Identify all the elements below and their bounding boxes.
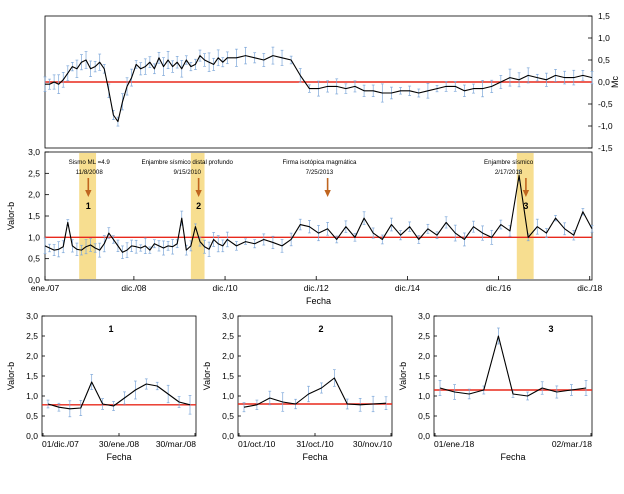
inset-3-ytick-label: 0,5 [418, 411, 430, 421]
valorb-ytick-label: 2,5 [28, 168, 40, 179]
inset-1-axis-label: Valor-b [6, 361, 16, 391]
mc-ytick-label: 1,0 [598, 33, 610, 43]
inset-2-xtick-label: 31/oct./10 [296, 439, 334, 449]
inset-1-ytick-label: 2,0 [26, 351, 38, 361]
valorb-xtick-label: dic./12 [303, 283, 329, 293]
inset-3-ytick-label: 2,0 [418, 351, 430, 361]
inset-2-xtick-label: 01/oct./10 [238, 439, 276, 449]
band-label-2: 2 [196, 201, 202, 211]
inset-1-ytick-label: 0,0 [26, 431, 38, 441]
mc-ytick-label: 1,5 [598, 11, 610, 21]
annotation-label-3: Firma isotópica magmática [282, 159, 357, 166]
inset-2-xaxis-label: Fecha [302, 452, 328, 462]
inset-3-ytick-label: 0,0 [418, 431, 430, 441]
inset-1-xtick-label: 01/dic./07 [42, 439, 79, 449]
inset-3-ytick-label: 3,0 [418, 311, 430, 321]
valorb-ytick-label: 1,0 [28, 232, 40, 243]
inset-2-ytick-label: 2,5 [222, 331, 234, 341]
valorb-ytick-label: 0,5 [28, 253, 40, 264]
valorb-xtick-label: dic./10 [212, 283, 238, 293]
inset-2-xtick-label: 30/nov./10 [352, 439, 392, 449]
annotation-date-1: 11/8/2008 [75, 169, 103, 176]
inset-1-ytick-label: 2,5 [26, 331, 38, 341]
valorb-ytick-label: 3,0 [28, 147, 40, 157]
valorb-ytick-label: 2,0 [28, 189, 40, 200]
mc-ytick-label: -1,5 [598, 143, 613, 153]
band-label-1: 1 [85, 201, 91, 211]
annotation-date-3: 7/25/2013 [305, 169, 334, 176]
valorb-xaxis-label: Fecha [305, 296, 332, 306]
annotation-date-2: 9/15/2010 [173, 169, 202, 176]
inset-3-xaxis-label: Fecha [500, 452, 526, 462]
inset-2-ytick-label: 3,0 [222, 311, 234, 321]
annotation-date-4: 2/17/2018 [494, 169, 523, 176]
inset-1-ytick-label: 1,5 [26, 371, 38, 381]
annotation-label-4: Enjambre sísmico [484, 159, 534, 166]
inset-2-ytick-label: 0,0 [222, 431, 234, 441]
inset-panel-3 [398, 311, 592, 462]
inset-3-xtick-label: 01/ene./18 [434, 439, 475, 449]
inset-number-3: 3 [548, 324, 554, 334]
mc-ytick-label: 0,5 [598, 55, 610, 65]
valorb-xtick-label: dic./08 [121, 283, 147, 293]
mc-ytick-label: -0,5 [598, 99, 613, 109]
annotation-label-2: Enjambre sísmico distal profundo [141, 159, 233, 166]
inset-2-axis-label: Valor-b [202, 361, 212, 391]
inset-panel-1 [6, 311, 196, 462]
inset-1-xaxis-label: Fecha [106, 452, 132, 462]
inset-1-ytick-label: 1,0 [26, 391, 38, 401]
inset-panel-2 [202, 311, 392, 462]
mc-ytick-label: 0,0 [598, 77, 610, 87]
inset-3-xtick-label: 02/mar./18 [551, 439, 592, 449]
band-label-3: 3 [523, 201, 529, 211]
inset-3-ytick-label: 2,5 [418, 331, 430, 341]
inset-1-ytick-label: 0,5 [26, 411, 38, 421]
valorb-xtick-label: dic./18 [577, 283, 603, 293]
inset-2-ytick-label: 1,0 [222, 391, 234, 401]
inset-number-2: 2 [318, 324, 324, 334]
inset-1-ytick-label: 3,0 [26, 311, 38, 321]
inset-3-axis-label: Valor-b [398, 361, 408, 391]
inset-3-ytick-label: 1,5 [418, 371, 430, 381]
inset-3-ytick-label: 1,0 [418, 391, 430, 401]
mc-ytick-label: -1,0 [598, 121, 613, 131]
valorb-ytick-label: 0,0 [28, 275, 40, 285]
valorb-xtick-label: ene./07 [30, 283, 60, 293]
valorb-xtick-label: dic./14 [394, 283, 420, 293]
valorb-ytick-label: 1,5 [28, 211, 40, 221]
inset-frame-3 [434, 316, 592, 436]
inset-frame-1 [42, 316, 196, 436]
inset-1-xtick-label: 30/mar./08 [155, 439, 196, 449]
inset-2-ytick-label: 2,0 [222, 351, 234, 361]
mc-axis-label: Mc [610, 76, 620, 88]
panel-valorb [6, 147, 603, 306]
valorb-xtick-label: dic./16 [486, 283, 512, 293]
inset-2-ytick-label: 0,5 [222, 411, 234, 421]
annotation-label-1: Sismo ML =4.9 [68, 159, 110, 166]
panel-mc [44, 11, 620, 153]
valorb-axis-label: Valor-b [6, 201, 16, 231]
inset-2-ytick-label: 1,5 [222, 371, 234, 381]
inset-number-1: 1 [108, 324, 114, 334]
inset-1-xtick-label: 30/ene./08 [98, 439, 140, 449]
inset-frame-2 [238, 316, 392, 436]
